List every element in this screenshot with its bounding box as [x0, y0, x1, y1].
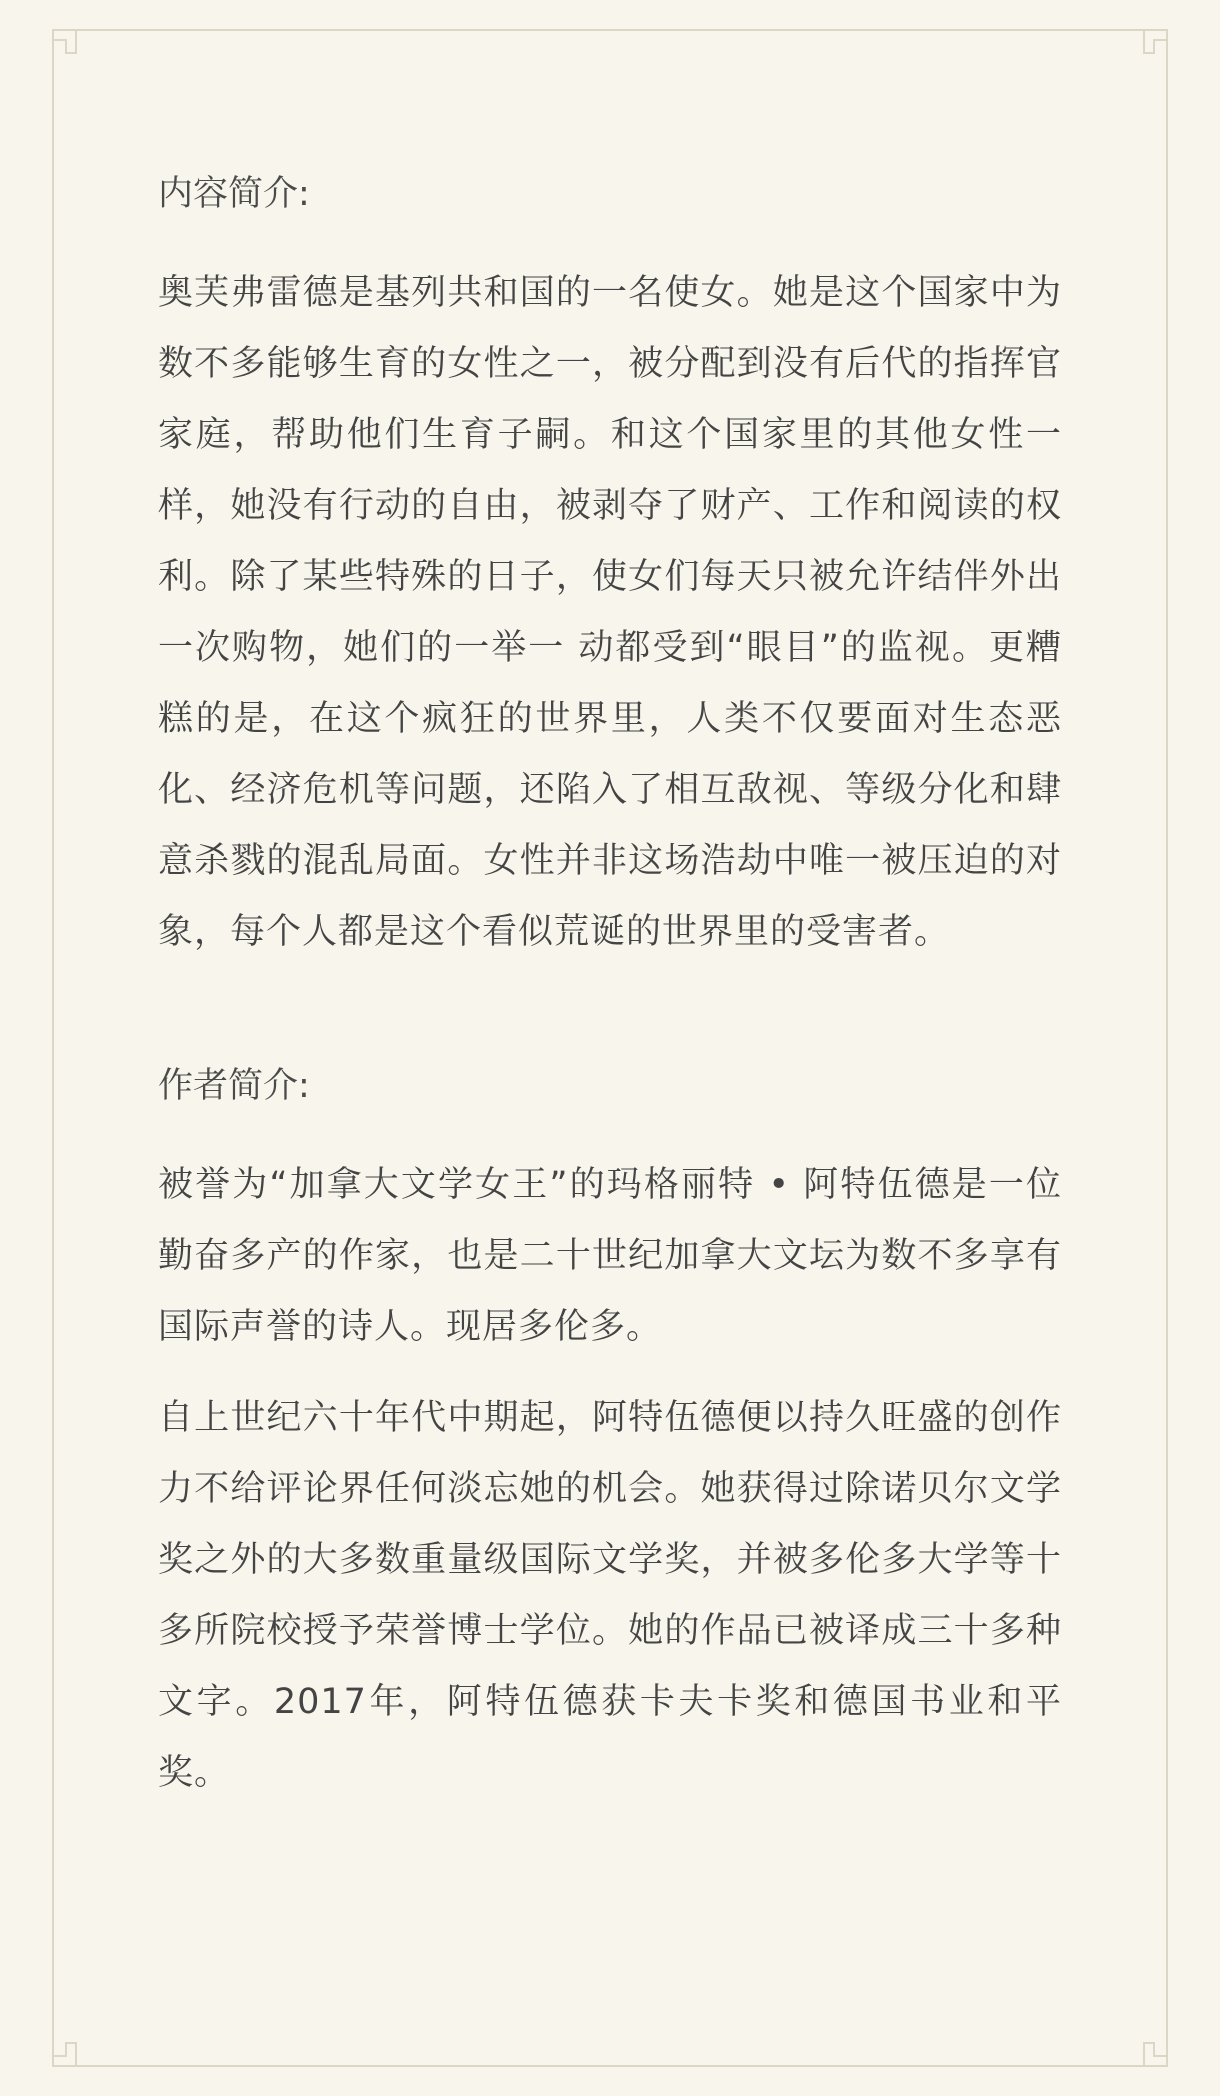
content-column: [158, 170, 1062, 1829]
author-paragraph-1: 被誉为“加拿大文学女王”的玛格丽特 • 阿特伍德是一位勤奋多产的作家，也是二十世纪加拿大文坛为数不多享有国际声誉的诗人。现居多伦多。: [158, 1165, 1062, 1347]
author-heading: 作者简介:: [158, 1066, 310, 1106]
author-section: [158, 1062, 1062, 1809]
synopsis-paragraph: 奥芙弗雷德是基列共和国的一名使女。她是这个国家中为数不多能够生育的女性之一，被分配到没有后代的指挥官家庭，帮助他们生育子嗣。和这个国家里的其他女性一样，她没有行动的自由，被剥夺了财产、工作和阅读的权利。除了某些特殊的日子，使女们每天只被允许结伴外出一次购物，她们的一举一 动都受到“眼目”的监视。更糟糕的是，在这个疯狂的世界里，人类不仅要面对生态恶化、经济危机等问题，还陷入了相互敌视、等级分化和肆意杀戮的混乱局面。女性并非这场浩劫中唯一被压迫的对象，每个人都是这个看似荒诞的世界里的受害者。: [158, 273, 1062, 952]
author-paragraph-2: 自上世纪六十年代中期起，阿特伍德便以持久旺盛的创作力不给评论界任何淡忘她的机会。她获得过除诺贝尔文学奖之外的大多数重量级国际文学奖，并被多伦多大学等十多所院校授予荣誉博士学位。她的作品已被译成三十多种文字。2017年，阿特伍德获卡夫卡奖和德国书业和平奖。: [158, 1398, 1062, 1793]
synopsis-section: [158, 170, 1062, 968]
synopsis-heading: 内容简介:: [158, 174, 310, 214]
